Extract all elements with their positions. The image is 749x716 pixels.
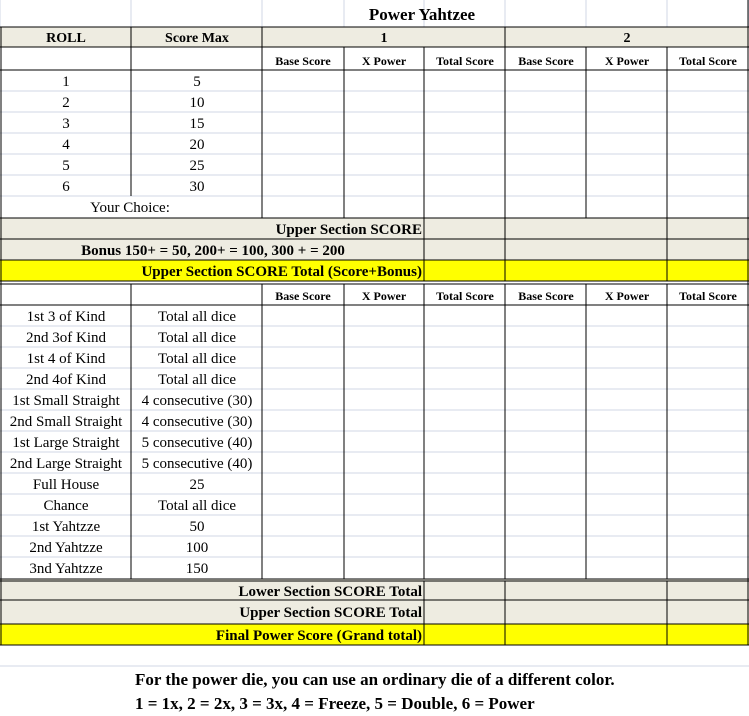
player-2-header: 2 bbox=[623, 31, 631, 46]
category-name: 2nd 4of Kind bbox=[26, 372, 106, 388]
sub-header-label: Base Score bbox=[518, 54, 574, 68]
sub-header-label: X Power bbox=[604, 54, 650, 68]
category-name: Chance bbox=[43, 498, 89, 514]
category-rule: 5 consecutive (40) bbox=[141, 456, 253, 472]
category-rule: 25 bbox=[189, 477, 205, 493]
category-name: 1st 4 of Kind bbox=[26, 351, 106, 367]
upper-section-rows bbox=[62, 74, 204, 195]
sub-header-label: Base Score bbox=[275, 54, 331, 68]
category-rule: 150 bbox=[185, 561, 209, 577]
category-name: 2nd Large Straight bbox=[9, 456, 123, 472]
sub-header-label: Base Score bbox=[518, 289, 574, 303]
sub-header-label: Total Score bbox=[436, 54, 494, 68]
upper-score-label: Upper Section SCORE bbox=[275, 222, 422, 238]
fills bbox=[0, 27, 749, 645]
category-rule: Total all dice bbox=[157, 351, 237, 367]
category-name: 2nd Small Straight bbox=[9, 414, 123, 430]
footnote-line-1: For the power die, you can use an ordinary die of a different color. bbox=[135, 670, 615, 689]
bonus-label: Bonus 150+ = 50, 200+ = 100, 300 + = 200 bbox=[81, 243, 345, 259]
category-name: 1st 3 of Kind bbox=[26, 309, 106, 325]
sub-header-upper bbox=[275, 54, 737, 68]
final-score-label: Final Power Score (Grand total) bbox=[215, 628, 422, 644]
category-rule: Total all dice bbox=[157, 309, 237, 325]
category-rule: 50 bbox=[189, 519, 205, 535]
header-row-fill bbox=[0, 27, 749, 47]
sub-header-label: X Power bbox=[361, 54, 407, 68]
sub-header-label: Total Score bbox=[679, 54, 737, 68]
roll-number: 1 bbox=[62, 74, 70, 90]
roll-number: 2 bbox=[62, 95, 70, 111]
sheet-title: Power Yahtzee bbox=[368, 5, 476, 24]
category-name: 2nd Yahtzze bbox=[29, 540, 103, 556]
category-name: Full House bbox=[32, 477, 100, 493]
roll-header: ROLL bbox=[46, 31, 86, 46]
upper-total-label: Upper Section SCORE Total (Score+Bonus) bbox=[141, 264, 422, 280]
score-max-value: 25 bbox=[189, 158, 205, 174]
category-name: 2nd 3of Kind bbox=[26, 330, 106, 346]
category-name: 1st Large Straight bbox=[12, 435, 120, 451]
score-max-value: 20 bbox=[189, 137, 205, 153]
category-name: 1st Small Straight bbox=[12, 393, 120, 409]
score-max-value: 30 bbox=[189, 179, 205, 195]
category-rule: Total all dice bbox=[157, 330, 237, 346]
score-max-header: Score Max bbox=[165, 31, 229, 46]
sub-header-lower bbox=[275, 289, 737, 303]
player-1-header: 1 bbox=[380, 31, 388, 46]
score-max-value: 15 bbox=[189, 116, 205, 132]
category-rule: 100 bbox=[185, 540, 209, 556]
your-choice-label: Your Choice: bbox=[90, 200, 170, 216]
sub-header-label: Total Score bbox=[679, 289, 737, 303]
sub-header-label: Total Score bbox=[436, 289, 494, 303]
roll-number: 6 bbox=[62, 179, 70, 195]
score-max-value: 5 bbox=[193, 74, 201, 90]
category-rule: 5 consecutive (40) bbox=[141, 435, 253, 451]
roll-number: 3 bbox=[62, 116, 70, 132]
roll-number: 5 bbox=[62, 158, 70, 174]
score-max-value: 10 bbox=[189, 95, 205, 111]
footnote-line-2: 1 = 1x, 2 = 2x, 3 = 3x, 4 = Freeze, 5 = Double, 6 = Power bbox=[135, 694, 535, 713]
sub-header-label: X Power bbox=[361, 289, 407, 303]
category-name: 3nd Yahtzze bbox=[29, 561, 103, 577]
lower-total-label: Lower Section SCORE Total bbox=[238, 584, 422, 600]
category-rule: Total all dice bbox=[157, 498, 237, 514]
sub-header-label: Base Score bbox=[275, 289, 331, 303]
category-name: 1st Yahtzze bbox=[31, 519, 101, 535]
upper-total-fill-p2 bbox=[505, 260, 667, 281]
category-rule: 4 consecutive (30) bbox=[141, 393, 253, 409]
category-rule: Total all dice bbox=[157, 372, 237, 388]
upper-total-2-label: Upper Section SCORE Total bbox=[239, 605, 422, 621]
category-rule: 4 consecutive (30) bbox=[141, 414, 253, 430]
roll-number: 4 bbox=[62, 137, 70, 153]
sub-header-label: X Power bbox=[604, 289, 650, 303]
